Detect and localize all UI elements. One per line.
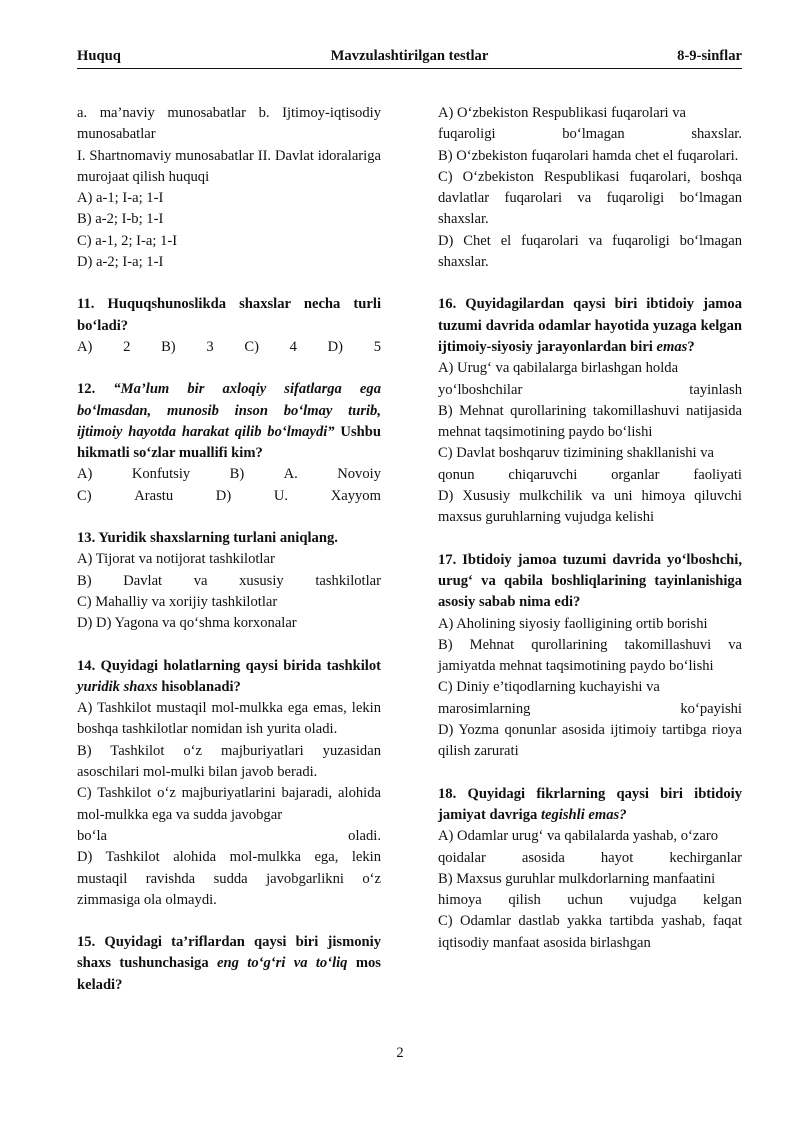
q11-opt-c-value: 4 (289, 338, 297, 355)
q12-opt-b-letter: B) (229, 466, 245, 483)
q12-opt-c-text: Arastu (134, 487, 174, 504)
question-12 (77, 379, 381, 464)
q14-post: hisoblanadi? (157, 678, 241, 695)
q15-a-word-3: shaxslar. (691, 126, 742, 143)
q17-option-c-last-line (438, 699, 742, 720)
q18-option-b-last-line (438, 890, 742, 911)
q12-opt-d-text: Xayyom (330, 487, 381, 504)
q16-c-word-2: chiqaruvchi (508, 466, 578, 483)
q12-opt-b-initial: A. (283, 466, 298, 483)
q18-a-word-1: qoidalar (438, 849, 486, 866)
prev-option-a: A) a-1; I-a; 1-I (77, 190, 164, 207)
question-13: 13. Yuridik shaxslarning turlani aniqlang. (77, 530, 338, 547)
left-column (77, 103, 381, 996)
q18-b-word-4: vujudga (629, 892, 677, 909)
q18-option-a-last-line (438, 848, 742, 869)
header-title: Mavzulashtirilgan testlar (330, 48, 489, 64)
q18-em: tegishli emas? (540, 806, 627, 823)
q15-post: mos keladi? (77, 955, 381, 993)
q12-opt-a-text: Konfutsiy (131, 466, 191, 483)
q15-option-a: A) O‘zbekiston Respublikasi fuqarolari va (438, 105, 687, 121)
prev-option-d: D) a-2; I-a; 1-I (77, 254, 164, 271)
q14-option-c-last-line (77, 826, 381, 847)
q16-option-a: A) Urug‘ va qabilalarga birlashgan holda (438, 360, 679, 377)
q18-b-word-1: himoya (438, 892, 482, 909)
q15-option-a-last-line (438, 124, 742, 145)
q15-option-c: C) O‘zbekiston Respublikasi fuqarolari, boshqa davlatlar fuqarolari va fuqaroligi bo‘lmagan shaxslar. (438, 168, 742, 228)
q13-b-word-4: xususiy (239, 572, 284, 589)
q17-option-b: B) Mehnat qurollarining takomillashuvi va jamiyatda mehnat taqsimotining paydo bo‘lishi (438, 636, 742, 675)
q11-opt-d-value: 5 (373, 338, 381, 355)
q16-option-d: D) Xususiy mulkchilik va uni himoya qiluvchi maxsus guruhlarning vujudga kelishi (438, 488, 742, 526)
q16-option-b: B) Mehnat qurollarining takomillashuvi natijasida mehnat taqsimotining paydo bo‘lishi (438, 402, 742, 441)
q18-pre: 18. Quyidagi fikrlarning qaysi biri ibtidoiy jamiyat davriga (438, 785, 742, 823)
q14-c-word-1: bo‘la (77, 827, 107, 844)
question-18 (438, 784, 742, 827)
q16-post: ? (687, 338, 695, 355)
q15-option-b: B) O‘zbekiston fuqarolari hamda chet el fuqarolari. (438, 147, 739, 164)
question-15 (77, 932, 381, 996)
q16-option-a-last-line (438, 380, 742, 401)
q11-opt-d-letter: D) (327, 338, 344, 355)
q18-a-word-2: asosida (521, 849, 565, 866)
q12-options-row-2 (77, 486, 381, 507)
q16-option-c: C) Davlat boshqaruv tizimining shakllanishi va (438, 445, 715, 462)
q17-option-a: A) Aholining siyosiy faolligining ortib borishi (438, 615, 708, 632)
header-grade: 8-9-sinflar (677, 48, 742, 64)
prev-line-2: I. Shartnomaviy munosabatlar II. Davlat idoralariga murojaat qilish huquqi (77, 147, 381, 185)
q18-a-word-4: kechirganlar (669, 849, 742, 866)
q12-opt-b-text: Novoiy (337, 466, 381, 483)
q13-b-word-1: B) (77, 572, 92, 589)
q16-a-word-1: yo‘lboshchilar (438, 381, 523, 398)
q15-a-word-1: fuqaroligi (438, 126, 496, 143)
question-16 (438, 294, 742, 358)
q13-b-word-5: tashkilotlar (315, 572, 381, 589)
q11-opt-b-value: 3 (206, 338, 214, 355)
q12-opt-d-initial: U. (273, 487, 289, 504)
q13-option-d: D) D) Yagona va qo‘shma korxonalar (77, 615, 297, 632)
q17-option-c: C) Diniy e’tiqodlarning kuchayishi va (438, 679, 660, 696)
q14-option-a: A) Tashkilot mustaqil mol-mulkka ega emas, lekin boshqa tashkilotlar nomidan ish yurita oladi. (77, 700, 381, 738)
q15-pre: 15. Quyidagi ta’riflardan qaysi biri jismoniy shaxs tushunchasiga (77, 934, 381, 972)
prev-option-b: B) a-2; I-b; 1-I (77, 211, 164, 228)
prev-option-c: C) a-1, 2; I-a; 1-I (77, 232, 178, 249)
q17-c-word-1: marosimlarning (438, 700, 531, 717)
q15-option-d: D) Chet el fuqarolari va fuqaroligi bo‘lmagan shaxslar. (438, 232, 742, 271)
page-number: 2 (396, 1045, 404, 1061)
q14-option-b: B) Tashkilot o‘z majburiyatlari yuzasidan asoschilari mol-mulki bilan javob beradi. (77, 742, 381, 781)
q12-quote: “Ma’lum bir axloqiy sifatlarga ega bo‘lmasdan, munosib inson bo‘lmay turib, ijtimoiy hayotda harakat qilib bo‘lmaydi” (77, 381, 381, 440)
q15-a-word-2: bo‘lmagan (562, 126, 625, 143)
q11-opt-a-letter: A) (77, 338, 93, 355)
q13-option-a: A) Tijorat va notijorat tashkilotlar (77, 551, 275, 568)
q13-b-word-3: va (193, 572, 208, 589)
q14-option-c: C) Tashkilot o‘z majburiyatlarini bajaradi, alohida mol-mulkka ega va sudda javobgar (77, 785, 381, 823)
q14-c-word-2: oladi. (348, 827, 381, 844)
question-11: 11. Huquqshunoslikda shaxslar necha turli bo‘ladi? (77, 296, 381, 334)
question-17: 17. Ibtidoiy jamoa tuzumi davrida yo‘lboshchi, urug‘ va qabila boshliqlarining tayinlanishiga asosiy sabab nima edi? (438, 551, 742, 611)
q15-em: eng to‘g‘ri va to‘liq (217, 955, 348, 972)
q16-a-word-2: tayinlash (689, 381, 742, 398)
q18-b-word-2: qilish (508, 892, 541, 909)
q16-em: emas (656, 338, 688, 355)
q14-pre: 14. Quyidagi holatlarning qaysi birida tashkilot (77, 657, 381, 674)
q18-a-word-3: hayot (600, 849, 634, 866)
q17-c-word-2: ko‘payishi (680, 700, 742, 717)
q14-option-d: D) Tashkilot alohida mol-mulkka ega, lekin mustaqil ravishda sudda javobgarlikni o‘z zimmasiga ola olmaydi. (77, 849, 381, 908)
q11-opt-c-letter: C) (244, 338, 259, 355)
q14-em: yuridik shaxs (77, 678, 158, 695)
q12-opt-c-letter: C) (77, 487, 92, 504)
q16-option-c-last-line (438, 465, 742, 486)
q12-number: 12. (77, 381, 96, 398)
q18-option-a: A) Odamlar urug‘ va qabilalarda yashab, o‘zaro (438, 828, 718, 845)
q16-pre: 16. Quyidagilardan qaysi biri ibtidoiy jamoa tuzumi davrida odamlar hayotida yuzaga kelgan ijtimoiy-siyosiy jarayonlardan biri (438, 296, 742, 355)
question-14 (77, 656, 381, 699)
q16-c-word-4: faoliyati (693, 466, 742, 483)
q13-option-c: C) Mahalliy va xorijiy tashkilotlar (77, 593, 278, 610)
q18-b-word-5: kelgan (703, 892, 742, 909)
q18-b-word-3: uchun (567, 892, 603, 909)
q18-option-b: B) Maxsus guruhlar mulkdorlarning manfaatini (438, 870, 716, 887)
q13-option-b (77, 571, 381, 592)
q17-option-d: D) Yozma qonunlar asosida ijtimoiy tartibga rioya qilish zarurati (438, 722, 742, 760)
q18-option-c: C) Odamlar dastlab yakka tartibda yashab, faqat iqtisodiy manfaat asosida birlashgan (438, 913, 742, 951)
q12-options-row-1 (77, 464, 381, 485)
question-11-options (77, 337, 381, 358)
q12-opt-a-letter: A) (77, 466, 93, 483)
q13-b-word-2: Davlat (123, 572, 163, 589)
prev-line-1: a. ma’naviy munosabatlar b. Ijtimoy-iqtisodiy munosabatlar (77, 105, 381, 143)
q12-tail: Ushbu hikmatli so‘zlar muallifi kim? (77, 423, 381, 462)
q11-opt-b-letter: B) (161, 338, 176, 355)
page-header (77, 48, 742, 69)
q16-c-word-3: organlar (611, 466, 660, 483)
q12-opt-d-letter: D) (215, 487, 232, 504)
right-column (438, 103, 742, 954)
q11-opt-a-value: 2 (123, 338, 131, 355)
q16-c-word-1: qonun (438, 466, 475, 483)
header-subject: Huquq (77, 48, 121, 64)
